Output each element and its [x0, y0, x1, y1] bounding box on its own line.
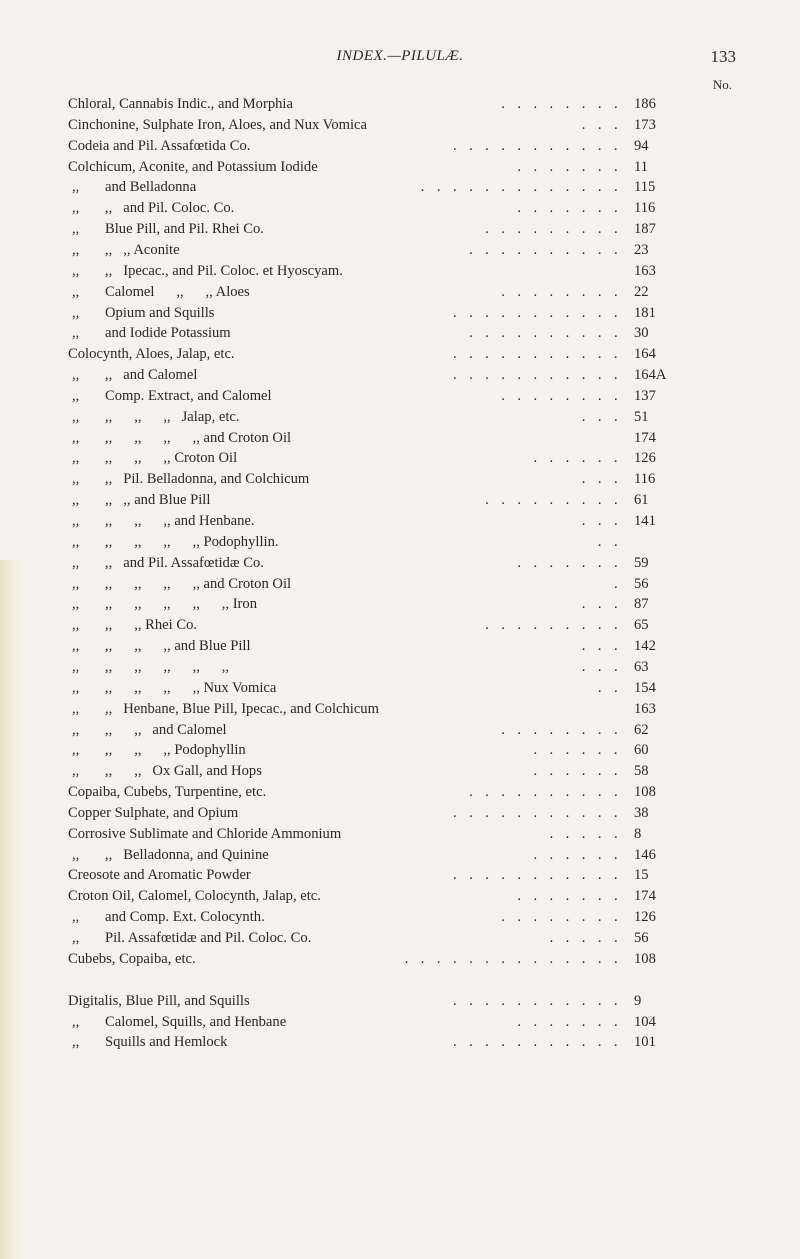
dot-leader: . . . . . . . . . [485, 221, 622, 238]
dot-leader: . . . . . . [533, 450, 622, 467]
entry-text: ,, ,, Aconite [105, 241, 180, 258]
entry-text: Cinchonine, Sulphate Iron, Aloes, and Nux Vomica [68, 116, 367, 133]
entry-text: Creosote and Aromatic Powder [68, 867, 251, 884]
ditto-mark: ,, [72, 367, 80, 384]
dot-leader: . . . . . . . [517, 200, 622, 217]
ditto-mark: ,, [72, 429, 80, 446]
dot-leader: . . . . . . [533, 846, 622, 863]
dot-leader: . . . . . [549, 825, 622, 842]
ditto-mark: ,, [72, 221, 80, 238]
entry-number: 51 [634, 408, 649, 425]
dot-leader: . . . . . . . . [501, 96, 622, 112]
index-entry [68, 991, 714, 1011]
ditto-mark: ,, [72, 575, 80, 592]
index-entry [68, 636, 714, 656]
entry-number: 116 [634, 200, 656, 217]
ditto-mark: ,, [72, 763, 80, 780]
entry-number: 164A [634, 367, 667, 384]
entry-number: 173 [634, 116, 656, 133]
entry-text: and Iodide Potassium [105, 325, 231, 342]
entry-text: Digitalis, Blue Pill, and Squills [68, 992, 250, 1009]
ditto-mark: ,, [72, 241, 80, 258]
entry-text: ,, Ipecac., and Pil. Coloc. et Hyoscyam. [105, 262, 343, 279]
entry-text: Corrosive Sublimate and Chloride Ammonium [68, 825, 342, 842]
entry-text: ,, ,, ,, and Henbane. [105, 513, 255, 529]
entry-number: 174 [634, 888, 656, 905]
entry-number: 146 [634, 846, 656, 863]
entry-text: and Belladonna [105, 179, 197, 196]
dot-leader: . . . [581, 513, 622, 529]
entry-number: 174 [634, 429, 656, 446]
entry-number: 108 [634, 950, 656, 967]
entry-text: ,, ,, and Blue Pill [105, 492, 211, 509]
ditto-mark: ,, [72, 658, 80, 675]
entry-number: 164 [634, 346, 656, 363]
entry-text: ,, ,, ,, ,, ,, Iron [105, 596, 258, 613]
index-entry [68, 678, 714, 698]
entry-text: Colchicum, Aconite, and Potassium Iodide [68, 158, 318, 175]
index-entry [68, 323, 714, 343]
ditto-mark: ,, [72, 304, 80, 321]
entry-text: ,, ,, ,, ,, and Croton Oil [105, 429, 292, 446]
dot-leader: . . . . . . [533, 742, 622, 759]
index-entry [68, 615, 714, 635]
entry-text: Pil. Assafœtidæ and Pil. Coloc. Co. [105, 930, 312, 946]
ditto-mark: ,, [72, 846, 80, 863]
entry-text: ,, ,, Ox Gall, and Hops [105, 763, 262, 780]
dot-leader: . . . . . . . . . . . [452, 1034, 622, 1051]
column-label-no: No. [712, 77, 732, 92]
dot-leader: . . . . . . . . . . . . . [420, 179, 622, 196]
entry-number: 163 [634, 262, 656, 279]
entry-text: ,, and Calomel [105, 367, 198, 384]
entry-text: ,, ,, ,, and Blue Pill [105, 638, 251, 655]
index-entry [68, 386, 714, 406]
ditto-mark: ,, [72, 930, 80, 946]
dot-leader: . . . . . . . . . . . [452, 346, 622, 363]
entry-text: ,, and Pil. Coloc. Co. [105, 200, 235, 217]
ditto-mark: ,, [72, 638, 80, 655]
ditto-mark: ,, [72, 554, 80, 571]
entry-number: 11 [634, 158, 649, 175]
entry-number: 62 [634, 721, 649, 738]
entry-number: 30 [634, 325, 649, 342]
ditto-mark: ,, [72, 700, 80, 717]
dot-leader: . . . . . . . . . . . [452, 867, 622, 884]
index-entry [68, 845, 714, 865]
index-entry [68, 532, 714, 552]
dot-leader: . . . . . . . [517, 158, 622, 175]
dot-leader: . . . . . . . [517, 1013, 622, 1030]
entry-text: Codeia and Pil. Assafœtida Co. [68, 137, 251, 154]
dot-leader: . . . [581, 658, 622, 675]
index-entry [68, 365, 714, 385]
index-entry [68, 177, 714, 197]
ditto-mark: ,, [72, 679, 80, 696]
dot-leader: . . . . . . . . . [485, 617, 622, 634]
index-entry [68, 720, 714, 740]
dot-leader: . . . . . . . [517, 554, 622, 571]
dot-leader: . . . [581, 116, 622, 133]
entry-number: 60 [634, 742, 649, 759]
entry-number: 141 [634, 513, 656, 529]
entry-number: 56 [634, 930, 649, 946]
ditto-mark: ,, [72, 387, 80, 404]
index-entry [68, 594, 714, 614]
entry-number: 9 [634, 992, 642, 1009]
index-entry [68, 198, 714, 218]
entry-text: Copaiba, Cubebs, Turpentine, etc. [68, 784, 267, 801]
entry-number: 61 [634, 492, 649, 509]
index-entry [68, 553, 714, 573]
entry-number: 104 [634, 1013, 656, 1030]
entry-number: 137 [634, 387, 656, 404]
index-entry [68, 511, 714, 531]
entry-text: Calomel ,, ,, Aloes [105, 283, 250, 300]
dot-leader: . . . . . . . . . . [469, 784, 622, 801]
entry-text: Comp. Extract, and Calomel [105, 387, 272, 404]
dot-leader: . . . . . . . . . [485, 492, 622, 509]
entry-text: Copper Sulphate, and Opium [68, 804, 239, 821]
index-entry [68, 94, 714, 114]
entry-number: 94 [634, 137, 649, 154]
index-entry [68, 928, 714, 948]
ditto-mark: ,, [72, 1034, 80, 1051]
ditto-mark: ,, [72, 450, 80, 467]
index-entry [68, 574, 714, 594]
ditto-mark: ,, [72, 721, 80, 738]
page-edge-shading [0, 560, 22, 1259]
entry-number: 142 [634, 638, 656, 655]
dot-leader: . . . . . . . . . . . . . . [404, 950, 622, 967]
entry-number: 116 [634, 471, 656, 488]
index-entry [68, 428, 714, 448]
dot-leader: . . . . . . . [517, 888, 622, 905]
ditto-mark: ,, [72, 533, 80, 550]
dot-leader: . . . . . . . . . . [469, 241, 622, 258]
ditto-mark: ,, [72, 513, 80, 529]
entry-text: ,, Henbane, Blue Pill, Ipecac., and Colchicum [105, 700, 379, 717]
entry-text: ,, Belladonna, and Quinine [105, 846, 269, 863]
dot-leader: . . . [581, 596, 622, 613]
ditto-mark: ,, [72, 1013, 80, 1030]
entry-number: 115 [634, 179, 656, 196]
entry-number: 23 [634, 241, 649, 258]
index-entry [68, 907, 714, 927]
ditto-mark: ,, [72, 617, 80, 634]
dot-leader: . . . . . . . . [501, 283, 622, 300]
dot-leader: . . . . . . . . . . . [452, 304, 622, 321]
entry-number: 126 [634, 450, 656, 467]
ditto-mark: ,, [72, 200, 80, 217]
dot-leader: . . . . . . . . . . . [452, 804, 622, 821]
index-entry [68, 219, 714, 239]
index-entry [68, 949, 714, 969]
index-entry [68, 782, 714, 802]
entry-text: ,, ,, ,, ,, Nux Vomica [105, 679, 277, 696]
index-entry [68, 407, 714, 427]
entry-text: Calomel, Squills, and Henbane [105, 1013, 287, 1030]
entry-text: ,, ,, ,, Podophyllin [105, 742, 246, 759]
entry-number: 58 [634, 763, 649, 780]
entry-number: 87 [634, 596, 649, 613]
entry-text: ,, ,, and Calomel [105, 721, 227, 738]
entry-text: ,, ,, ,, ,, Podophyllin. [105, 533, 279, 550]
index-entry [68, 448, 714, 468]
index-entry [68, 261, 714, 281]
ditto-mark: ,, [72, 179, 80, 196]
dot-leader: . . . . . . . . [501, 387, 622, 404]
ditto-mark: ,, [72, 283, 80, 300]
index-entry [68, 761, 714, 781]
ditto-mark: ,, [72, 262, 80, 279]
index-entry [68, 115, 714, 135]
index-entry [68, 865, 714, 885]
dot-leader: . . . [581, 471, 622, 488]
entry-number: 63 [634, 658, 649, 675]
index-entry [68, 824, 714, 844]
entry-text: ,, Pil. Belladonna, and Colchicum [105, 471, 310, 488]
ditto-mark: ,, [72, 742, 80, 759]
entry-number: 108 [634, 784, 656, 801]
entry-number: 126 [634, 909, 656, 926]
entry-number: 181 [634, 304, 656, 321]
entry-text: ,, ,, ,, Jalap, etc. [105, 408, 240, 425]
index-entry [68, 344, 714, 364]
entry-text: Colocynth, Aloes, Jalap, etc. [68, 346, 235, 363]
ditto-mark: ,, [72, 596, 80, 613]
dot-leader: . . . . . . . . . . . [452, 137, 622, 154]
entry-text: ,, ,, Rhei Co. [105, 617, 198, 634]
dot-leader: . . . . . . . . [501, 721, 622, 738]
entry-number: 22 [634, 283, 649, 300]
entry-text: and Comp. Ext. Colocynth. [105, 909, 265, 926]
index-entry [68, 1012, 714, 1032]
dot-leader: . . . [581, 408, 622, 425]
entry-number: 15 [634, 867, 649, 884]
entry-number: 101 [634, 1034, 656, 1051]
entry-text: Chloral, Cannabis Indic., and Morphia [68, 96, 293, 112]
ditto-mark: ,, [72, 471, 80, 488]
dot-leader: . [613, 575, 622, 592]
entry-number: 38 [634, 804, 649, 821]
ditto-mark: ,, [72, 492, 80, 509]
entry-text: Blue Pill, and Pil. Rhei Co. [105, 221, 264, 238]
entry-text: ,, and Pil. Assafœtidæ Co. [105, 554, 264, 571]
entry-number: 154 [634, 679, 656, 696]
entry-text: Cubebs, Copaiba, etc. [68, 950, 196, 967]
index-entry [68, 490, 714, 510]
entry-text: ,, ,, ,, ,, and Croton Oil [105, 575, 292, 592]
index-entry [68, 469, 714, 489]
ditto-mark: ,, [72, 909, 80, 926]
entry-text: ,, ,, ,, Croton Oil [105, 450, 238, 467]
index-entry [68, 303, 714, 323]
entry-number: 59 [634, 554, 649, 571]
entry-number: 186 [634, 96, 656, 112]
entry-number: 56 [634, 575, 649, 592]
entry-text: ,, ,, ,, ,, ,, [105, 658, 230, 675]
entry-number: 65 [634, 617, 649, 634]
dot-leader: . . [597, 533, 622, 550]
index-entry [68, 803, 714, 823]
index-entry [68, 740, 714, 760]
dot-leader: . . . [581, 638, 622, 655]
index-entry [68, 136, 714, 156]
index-entry [68, 1032, 714, 1052]
dot-leader: . . . . . . . . . . . [452, 992, 622, 1009]
dot-leader: . . [597, 679, 622, 696]
entry-number: 163 [634, 700, 656, 717]
entry-text: Squills and Hemlock [105, 1034, 228, 1051]
index-entry [68, 157, 714, 177]
dot-leader: . . . . . [549, 930, 622, 946]
entry-text: Croton Oil, Calomel, Colocynth, Jalap, etc. [68, 888, 321, 905]
dot-leader: . . . . . . . . [501, 909, 622, 926]
index-entry [68, 282, 714, 302]
entry-number: 8 [634, 825, 642, 842]
index-entry [68, 240, 714, 260]
entry-text: Opium and Squills [105, 304, 215, 321]
index-entry [68, 657, 714, 677]
index-entry [68, 699, 714, 719]
ditto-mark: ,, [72, 325, 80, 342]
index-entry [68, 886, 714, 906]
ditto-mark: ,, [72, 408, 80, 425]
dot-leader: . . . . . . . . . . [469, 325, 622, 342]
dot-leader: . . . . . . [533, 763, 622, 780]
page-number: 133 [710, 47, 736, 66]
running-title: INDEX.—PILULÆ. [336, 48, 464, 64]
entry-number: 187 [634, 221, 656, 238]
dot-leader: . . . . . . . . . . . [452, 367, 622, 384]
